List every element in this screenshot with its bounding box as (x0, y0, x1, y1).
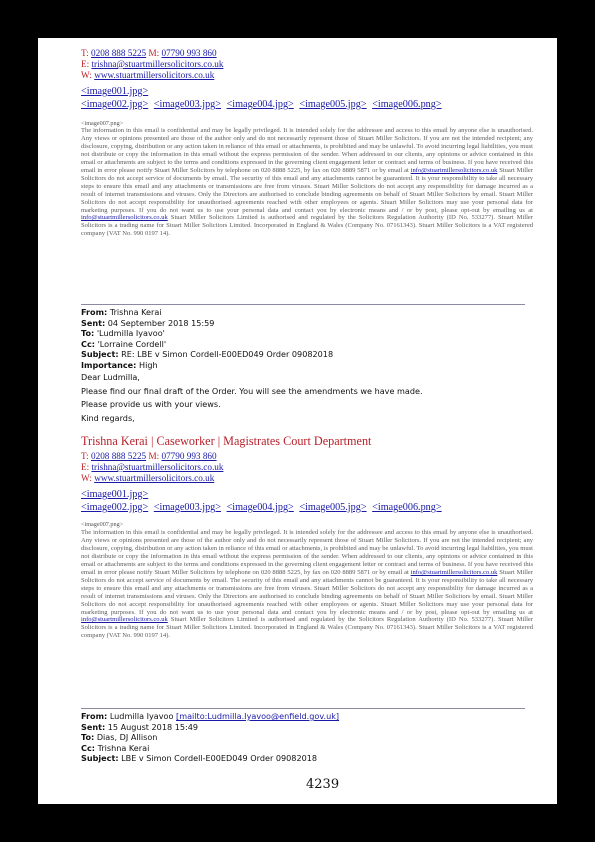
info-email-link[interactable]: info@stuartmillersolicitors.co.uk (410, 568, 498, 576)
phone-link[interactable]: 0208 888 5225 (91, 451, 147, 461)
signature-contact-1: T: 0208 888 5225 M: 07790 993 860 E: trishna@stuartmillersolicitors.co.uk W: www.stuartmillersolicitors.co.uk (81, 48, 224, 80)
image-link[interactable]: <image002.jpg> (81, 99, 149, 110)
signoff: Kind regards, (81, 412, 135, 423)
paragraph: Please provide us with your views. (81, 399, 221, 410)
divider (81, 304, 525, 305)
mailto-link[interactable]: [mailto:Ludmilla.Iyavoo@enfield.gov.uk] (176, 711, 340, 721)
image-link[interactable]: <image001.jpg> (81, 489, 149, 500)
image-link[interactable]: <image003.jpg> (153, 502, 222, 513)
page-number: 4239 (306, 777, 340, 792)
email-header-1: From: Trishna Kerai Sent: 04 September 2018 15:59 To: 'Ludmilla Iyavoo' Cc: 'Lorraine Cordell' Subject: RE: LBE v Simon Cordell-E00ED049 Order 09082018 Importance: High (81, 307, 334, 370)
website-link[interactable]: www.stuartmillersolicitors.co.uk (94, 473, 215, 483)
image-link[interactable]: <image003.jpg> (153, 99, 222, 110)
image-link[interactable]: <image006.png> (372, 502, 442, 513)
email-link[interactable]: trishna@stuartmillersolicitors.co.uk (91, 462, 224, 472)
image-link[interactable]: <image005.jpg> (299, 99, 367, 110)
info-email-link[interactable]: info@stuartmillersolicitors.co.uk (81, 214, 168, 222)
image-link[interactable]: <image006.png> (372, 99, 442, 110)
paragraph: Please find our final draft of the Order. You will see the amendments we have made. (81, 385, 423, 396)
signature-contact-2: T: 0208 888 5225 M: 07790 993 860 E: trishna@stuartmillersolicitors.co.uk W: www.stuartmillersolicitors.co.uk (81, 451, 224, 483)
image-link[interactable]: <image001.jpg> (81, 86, 149, 97)
image-attachments-2 (81, 488, 533, 514)
website-link[interactable]: www.stuartmillersolicitors.co.uk (94, 70, 215, 80)
image-link[interactable]: <image004.jpg> (226, 99, 294, 110)
image-link[interactable]: <image004.jpg> (226, 502, 294, 513)
image-placeholder: <image007.png> (81, 521, 124, 528)
legal-disclaimer-2: The information in this email is confidential and may be legally privileged. It is intended solely for the addressee and access to this email by anyone else is unauthorised. Any views or opinions presented are those of the author only and do not necessarily represent those of Stuart Miller Solicitors. If you are not the intended recipient; any disclosure, copying, distribution or any action taken in reliance of this email or attachments, is prohibited and may be unlawful. To avoid incurring legal liabilities, you must not distribute or copy the information in this email without the express permission of the sender. When addressed to our clients, any opinions or advice contained in this email or attachments are subject to the terms and conditions expressed in the governing client engagement letter or contract and terms of business. If you have received this email in error please notify Stuart Miller Solicitors by telephone on 020 8888 5225, by fax on 020 8889 5871 or by email at info@stuartmillersolicitors.co.uk Stuart Miller Solicitors do not accept service of documents by email. The security of this email and any attachments cannot be guaranteed. It is your responsibility to take all necessary steps to ensure this email and any attachments or transmissions are free from viruses. Stuart Miller Solicitors do not accept any responsibility for damage incurred as a result of internet transmissions and viruses. Only the Directors are authorised to conclude binding agreements on behalf of Stuart Miller Solicitors by email. Stuart Miller Solicitors do not accept responsibility for unauthorised agreements reached with other employees or agents. Stuart Miller Solicitors may use your personal data for marketing purposes. If you do not want us to use your personal data and contact you by electronic means and / or by post, please opt-out by emailing us at info@stuartmillersolicitors.co.uk Stuart Miller Solicitors Limited is authorised and regulated by the Solicitors Regulation Authority (ID No. 533277). Stuart Miller Solicitors is a trading name for Stuart Miller Solicitors Limited. Incorporated in England & Wales (Company No. 07161343). Stuart Miller Solicitors is a VAT registered company (VAT No. 990 0197 14). (81, 529, 534, 640)
mobile-link[interactable]: 07790 993 860 (161, 451, 217, 461)
info-email-link[interactable]: info@stuartmillersolicitors.co.uk (81, 616, 168, 624)
mobile-link[interactable]: 07790 993 860 (161, 48, 217, 58)
legal-disclaimer-1: The information in this email is confidential and may be legally privileged. It is intended solely for the addressee and access to this email by anyone else is unauthorised. Any views or opinions presented are those of the author only and do not necessarily represent those of Stuart Miller Solicitors. If you are not the intended recipient; any disclosure, copying, distribution or any action taken in reliance of this email or attachments, is prohibited and may be unlawful. To avoid incurring legal liabilities, you must not distribute or copy the information in this email without the express permission of the sender. When addressed to our clients, any opinions or advice contained in this email or attachments are subject to the terms and conditions expressed in the governing client engagement letter or contract and terms of business. If you have received this email in error please notify Stuart Miller Solicitors by telephone on 020 8888 5225, by fax on 020 8889 5871 or by email at info@stuartmillersolicitors.co.uk Stuart Miller Solicitors do not accept service of documents by email. The security of this email and any attachments cannot be guaranteed. It is your responsibility to take all necessary steps to ensure this email and any attachments or transmissions are free from viruses. Stuart Miller Solicitors do not accept any responsibility for damage incurred as a result of internet transmissions and viruses. Only the Directors are authorised to conclude binding agreements on behalf of Stuart Miller Solicitors by email. Stuart Miller Solicitors do not accept responsibility for unauthorised agreements reached with other employees or agents. Stuart Miller Solicitors may use your personal data for marketing purposes. If you do not want us to use your personal data and contact you by electronic means and / or by post, please opt-out by emailing us at info@stuartmillersolicitors.co.uk Stuart Miller Solicitors Limited is authorised and regulated by the Solicitors Regulation Authority (ID No. 533277). Stuart Miller Solicitors is a trading name for Stuart Miller Solicitors Limited. Incorporated in England & Wales (Company No. 07161343). Stuart Miller Solicitors is a VAT registered company (VAT No. 990 0197 14). (81, 127, 534, 238)
email-link[interactable]: trishna@stuartmillersolicitors.co.uk (91, 59, 224, 69)
document-page (38, 38, 557, 804)
image-link[interactable]: <image002.jpg> (81, 502, 149, 513)
image-link[interactable]: <image005.jpg> (299, 502, 367, 513)
signature-title: Trishna Kerai | Caseworker | Magistrates Court Department (81, 434, 372, 448)
email-body-1 (81, 372, 533, 423)
greeting: Dear Ludmilla, (81, 372, 140, 382)
image-attachments-1 (81, 85, 533, 111)
info-email-link[interactable]: info@stuartmillersolicitors.co.uk (410, 166, 498, 174)
email-header-2: From: Ludmilla Iyavoo [mailto:Ludmilla.Iyavoo@enfield.gov.uk] Sent: 15 August 2018 15:49 To: Dias, DJ Allison Cc: Trishna Kerai Subject: LBE v Simon Cordell-E00ED049 Order 09082018 (81, 711, 340, 764)
phone-link[interactable]: 0208 888 5225 (91, 48, 147, 58)
image-placeholder: <image007.png> (81, 120, 124, 127)
divider (81, 708, 525, 709)
